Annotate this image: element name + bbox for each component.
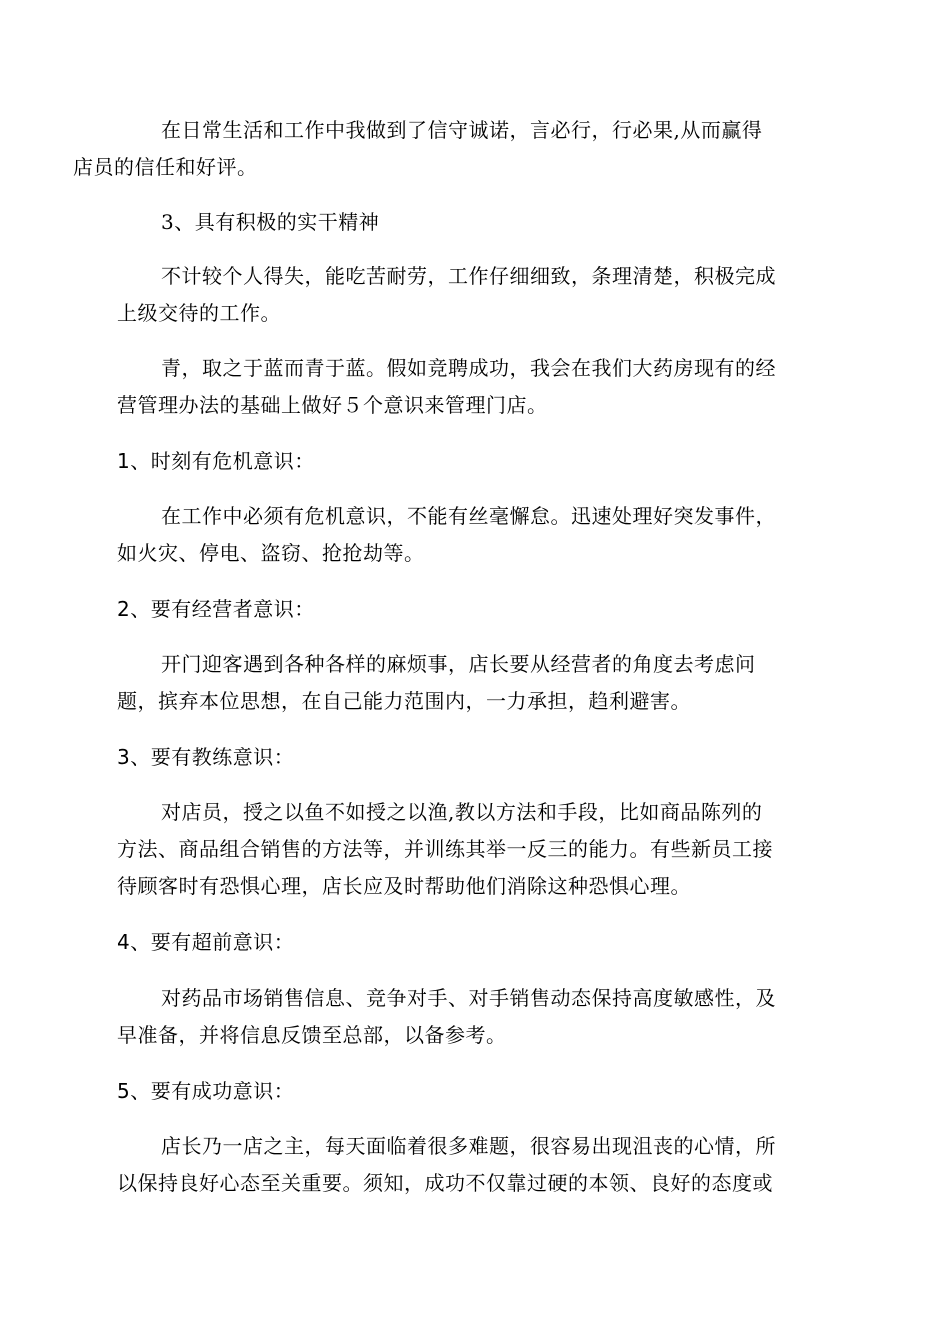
text-line: 对店员，授之以鱼不如授之以渔,教以方法和手段，比如商品陈列的 bbox=[161, 800, 763, 824]
heading-text: 4、要有超前意识： bbox=[117, 930, 295, 954]
paragraph-coach-awareness bbox=[117, 794, 833, 905]
text-line: 题，摈弃本位思想，在自己能力范围内，一力承担，趋利避害。 bbox=[117, 689, 691, 713]
text-line: 方法、商品组合销售的方法等，并训练其举一反三的能力。有些新员工接 bbox=[117, 837, 773, 861]
paragraph-keep-promises bbox=[73, 112, 833, 186]
heading-text: 2、要有经营者意识： bbox=[117, 597, 315, 621]
heading-forward-awareness bbox=[117, 924, 833, 961]
heading-text: 5、要有成功意识： bbox=[117, 1079, 295, 1103]
text-line: 不计较个人得失，能吃苦耐劳，工作仔细细致，条理清楚，积极完成 bbox=[161, 264, 776, 288]
text-line: 开门迎客遇到各种各样的麻烦事，店长要从经营者的角度去考虑问 bbox=[161, 652, 756, 676]
paragraph-operator-awareness bbox=[117, 646, 833, 720]
text-line: 如火灾、停电、盗窃、抢抢劫等。 bbox=[117, 541, 425, 565]
paragraph-crisis-awareness bbox=[117, 498, 833, 572]
subheading-practical-spirit bbox=[117, 204, 833, 241]
paragraph-forward-awareness bbox=[117, 980, 833, 1054]
paragraph-success-awareness bbox=[117, 1128, 833, 1202]
text-line: 以保持良好心态至关重要。须知，成功不仅靠过硬的本领、良好的态度或 bbox=[117, 1171, 773, 1195]
text-line: 待顾客时有恐惧心理，店长应及时帮助他们消除这种恐惧心理。 bbox=[117, 874, 691, 898]
text-line: 在工作中必须有危机意识，不能有丝毫懈怠。迅速处理好突发事件， bbox=[161, 504, 776, 528]
text-line: 对药品市场销售信息、竞争对手、对手销售动态保持高度敏感性，及 bbox=[161, 986, 776, 1010]
heading-coach-awareness bbox=[117, 739, 833, 776]
text-line: 上级交待的工作。 bbox=[117, 301, 281, 325]
text-line: 营管理办法的基础上做好５个意识来管理门店。 bbox=[117, 393, 548, 417]
heading-text: 1、时刻有危机意识： bbox=[117, 449, 315, 473]
heading-success-awareness bbox=[117, 1073, 833, 1110]
text-line: 3、具有积极的实干精神 bbox=[161, 210, 380, 234]
text-line: 店长乃一店之主，每天面临着很多难题，很容易出现沮丧的心情，所 bbox=[161, 1134, 776, 1158]
text-line: 店员的信任和好评。 bbox=[73, 155, 258, 179]
heading-crisis-awareness bbox=[117, 443, 833, 480]
paragraph-diligence bbox=[117, 258, 833, 332]
text-line: 在日常生活和工作中我做到了信守诚诺，言必行，行必果,从而赢得 bbox=[161, 118, 763, 142]
text-line: 早准备，并将信息反馈至总部，以备参考。 bbox=[117, 1023, 507, 1047]
text-line: 青，取之于蓝而青于蓝。假如竞聘成功，我会在我们大药房现有的经 bbox=[161, 356, 776, 380]
heading-operator-awareness bbox=[117, 591, 833, 628]
heading-text: 3、要有教练意识： bbox=[117, 745, 295, 769]
paragraph-five-awareness bbox=[117, 350, 833, 424]
